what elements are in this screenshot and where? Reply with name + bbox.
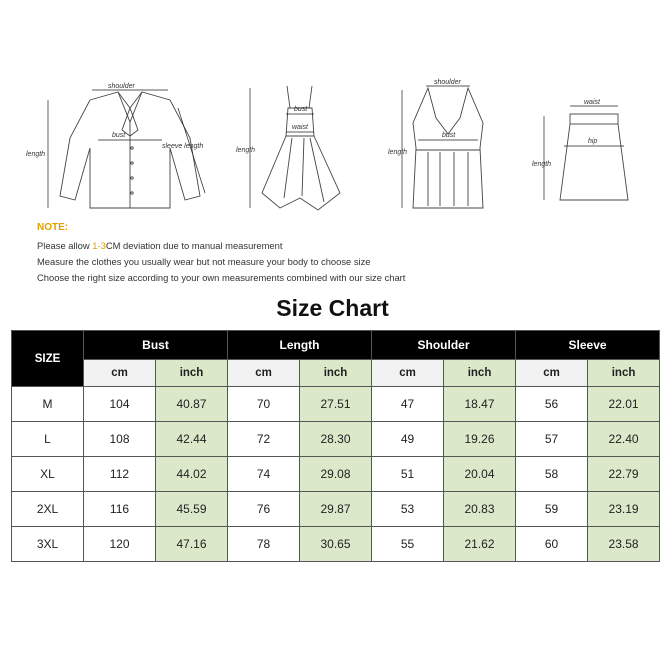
- table-cell: 76: [228, 492, 300, 527]
- table-cell: 22.79: [588, 457, 660, 492]
- table-cell: 29.87: [300, 492, 372, 527]
- size-cell: 3XL: [12, 527, 84, 562]
- table-cell: 22.01: [588, 387, 660, 422]
- table-cell: 104: [84, 387, 156, 422]
- table-cell: 23.58: [588, 527, 660, 562]
- shirt-bust-label: bust: [112, 132, 126, 139]
- measurement-diagrams: [0, 0, 665, 230]
- group-header-sleeve: Sleeve: [516, 331, 660, 360]
- skirt-hip-label: hip: [588, 138, 598, 145]
- note-title: NOTE:: [37, 222, 69, 233]
- table-cell: 45.59: [156, 492, 228, 527]
- table-cell: 108: [84, 422, 156, 457]
- table-row: [12, 527, 660, 562]
- table-cell: 44.02: [156, 457, 228, 492]
- note-line1-highlight: 1-3: [92, 240, 106, 251]
- dress-length-label: length: [236, 147, 256, 154]
- dress-diagram: [232, 78, 362, 218]
- unit-inch: inch: [300, 360, 372, 387]
- table-row: [12, 387, 660, 422]
- table-cell: 116: [84, 492, 156, 527]
- shirt-length-label: length: [26, 151, 46, 158]
- table-cell: 120: [84, 527, 156, 562]
- group-header-bust: Bust: [84, 331, 228, 360]
- table-cell: 74: [228, 457, 300, 492]
- note-block: [37, 222, 657, 288]
- table-cell: 28.30: [300, 422, 372, 457]
- table-cell: 56: [516, 387, 588, 422]
- table-cell: 20.83: [444, 492, 516, 527]
- table-cell: 47: [372, 387, 444, 422]
- table-cell: 20.04: [444, 457, 516, 492]
- table-cell: 21.62: [444, 527, 516, 562]
- size-header: SIZE: [12, 331, 84, 387]
- note-line1-prefix: Please allow: [37, 240, 93, 251]
- unit-inch: inch: [444, 360, 516, 387]
- unit-cm: cm: [84, 360, 156, 387]
- shirt-shoulder-label: shoulder: [108, 83, 135, 90]
- table-cell: 70: [228, 387, 300, 422]
- table-cell: 22.40: [588, 422, 660, 457]
- unit-inch: inch: [588, 360, 660, 387]
- table-row: [12, 422, 660, 457]
- tank-length-label: length: [388, 149, 408, 156]
- tank-bust-label: bust: [442, 132, 456, 139]
- table-cell: 57: [516, 422, 588, 457]
- size-table: [11, 330, 660, 562]
- size-chart-title: Size Chart: [276, 295, 389, 321]
- size-cell: L: [12, 422, 84, 457]
- table-cell: 78: [228, 527, 300, 562]
- table-cell: 58: [516, 457, 588, 492]
- table-cell: 42.44: [156, 422, 228, 457]
- table-row: [12, 457, 660, 492]
- size-cell: M: [12, 387, 84, 422]
- table-cell: 27.51: [300, 387, 372, 422]
- group-header-shoulder: Shoulder: [372, 331, 516, 360]
- note-line1-suffix: CM deviation due to manual measurement: [105, 240, 283, 251]
- table-cell: 47.16: [156, 527, 228, 562]
- tank-diagram: [388, 78, 508, 218]
- skirt-waist-label: waist: [584, 99, 600, 106]
- unit-cm: cm: [372, 360, 444, 387]
- table-cell: 55: [372, 527, 444, 562]
- table-cell: 53: [372, 492, 444, 527]
- table-row: [12, 492, 660, 527]
- unit-cm: cm: [228, 360, 300, 387]
- table-cell: 29.08: [300, 457, 372, 492]
- table-cell: 40.87: [156, 387, 228, 422]
- table-cell: 19.26: [444, 422, 516, 457]
- dress-bust-label: bust: [294, 106, 308, 113]
- tank-shoulder-label: shoulder: [434, 79, 461, 86]
- table-cell: 51: [372, 457, 444, 492]
- skirt-diagram: [530, 90, 640, 210]
- table-cell: 60: [516, 527, 588, 562]
- note-line-choose: Choose the right size according to your own measurements combined with our size chart: [37, 272, 406, 283]
- skirt-length-label: length: [532, 161, 552, 168]
- table-cell: 23.19: [588, 492, 660, 527]
- shirt-diagram: [26, 78, 220, 218]
- dress-waist-label: waist: [292, 124, 308, 131]
- group-header-length: Length: [228, 331, 372, 360]
- table-cell: 30.65: [300, 527, 372, 562]
- table-cell: 112: [84, 457, 156, 492]
- unit-inch: inch: [156, 360, 228, 387]
- note-line-deviation: [37, 240, 657, 251]
- table-cell: 49: [372, 422, 444, 457]
- size-cell: XL: [12, 457, 84, 492]
- shirt-sleeve-label: sleeve length: [162, 143, 204, 150]
- table-cell: 18.47: [444, 387, 516, 422]
- table-cell: 59: [516, 492, 588, 527]
- unit-cm: cm: [516, 360, 588, 387]
- note-line-measure: Measure the clothes you usually wear but not measure your body to choose size: [37, 256, 371, 267]
- size-cell: 2XL: [12, 492, 84, 527]
- table-cell: 72: [228, 422, 300, 457]
